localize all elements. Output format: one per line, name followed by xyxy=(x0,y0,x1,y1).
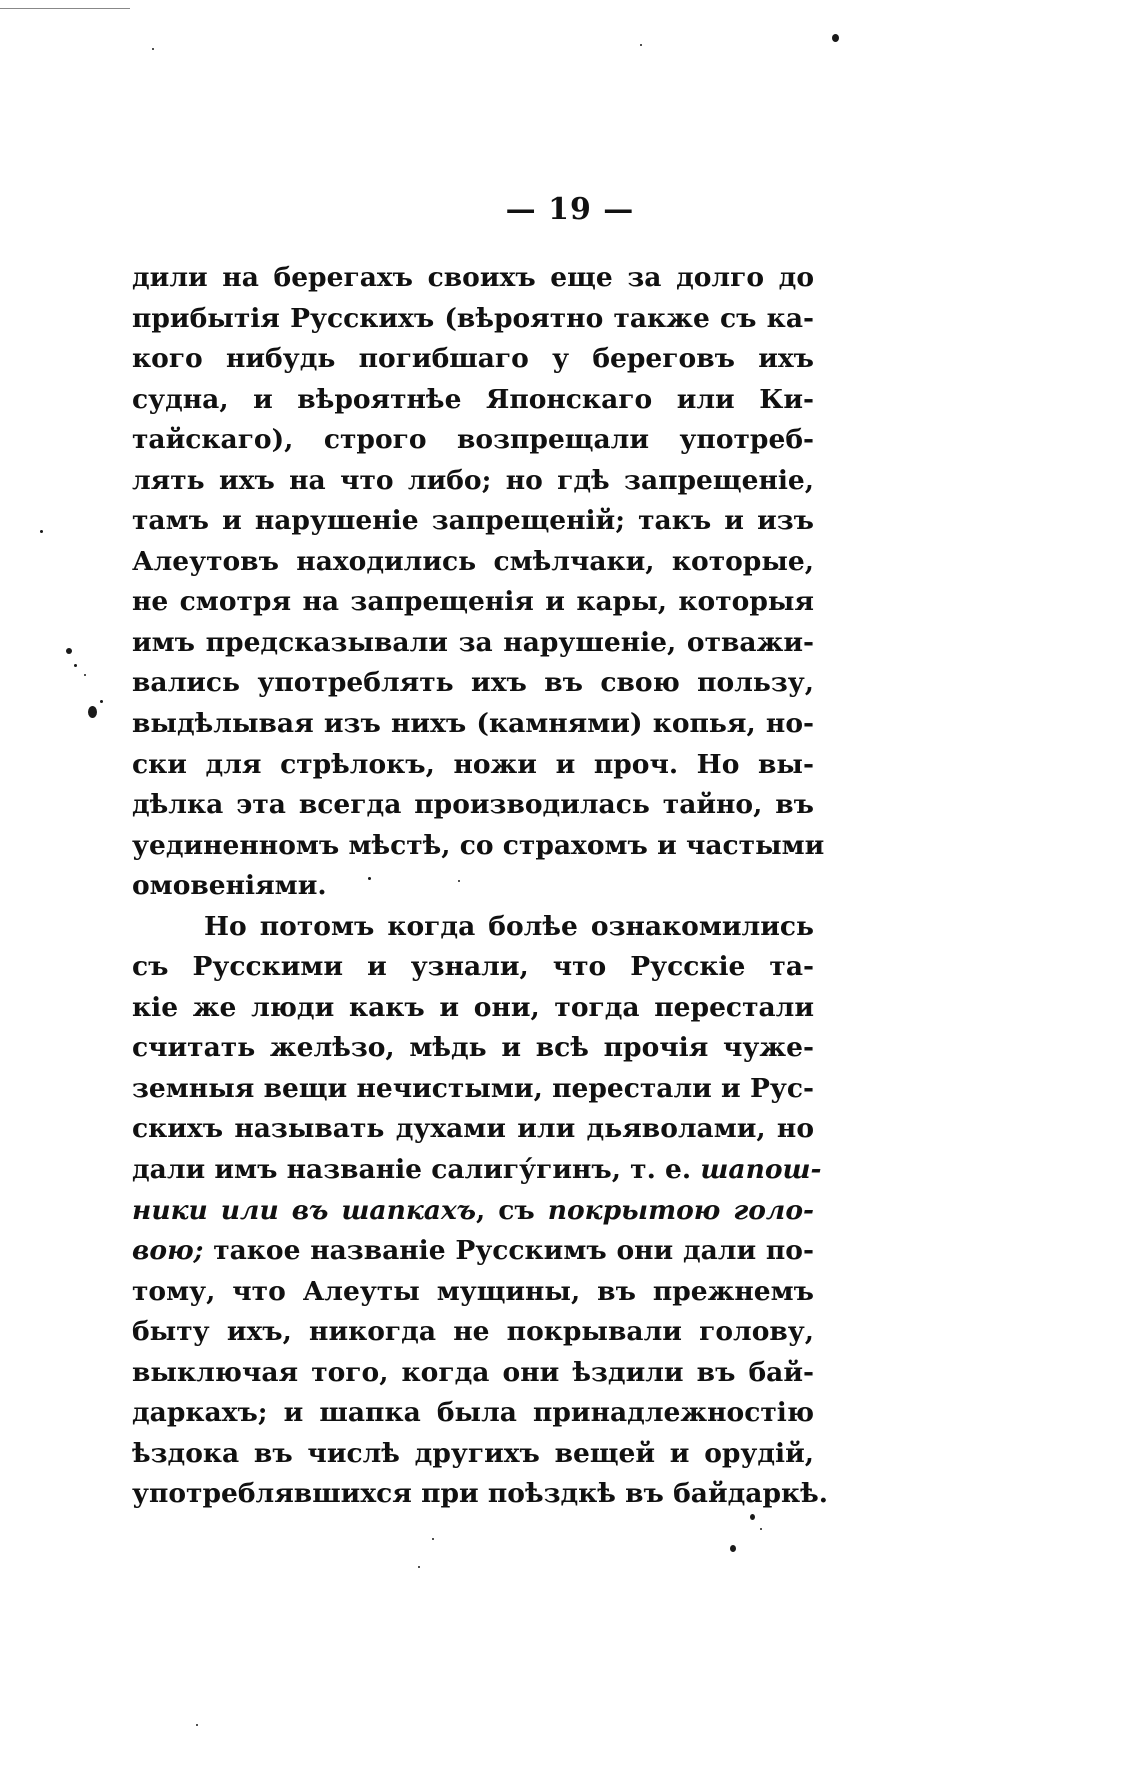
text-line: считать желѣзо, мѣдь и всѣ прочія чуже- xyxy=(132,1032,814,1064)
scan-speck xyxy=(66,648,72,654)
text-line-paragraph-start: Но потомъ когда болѣе ознакомились xyxy=(204,910,814,942)
italic-run: покрытою голо- xyxy=(547,1194,814,1226)
text-line: кіе же люди какъ и они, тогда перестали xyxy=(132,991,814,1023)
scan-speck xyxy=(640,44,642,46)
italic-run: ники или въ шапкахъ xyxy=(132,1194,477,1226)
text-line: вались употреблять ихъ въ свою пользу, xyxy=(132,667,814,699)
text-line: ѣздока въ числѣ другихъ вещей и орудій, xyxy=(132,1437,814,1469)
scan-speck xyxy=(432,1538,434,1540)
scan-speck xyxy=(458,880,460,882)
scan-speck xyxy=(84,674,86,676)
text-line: земныя вещи нечистыми, перестали и Рус- xyxy=(132,1072,814,1104)
text-line-mixed xyxy=(132,1191,814,1232)
text-line: тамъ и нарушеніе запрещеній; такъ и изъ xyxy=(132,505,814,537)
text-line: ски для стрѣлокъ, ножи и проч. Но вы- xyxy=(132,748,814,780)
scan-speck xyxy=(832,34,839,42)
text-line: не смотря на запрещенія и кары, которыя xyxy=(132,586,814,618)
text-line: лять ихъ на что либо; но гдѣ запрещеніе, xyxy=(132,464,814,496)
scan-speck xyxy=(152,48,154,50)
text-line: выключая того, когда они ѣздили въ бай- xyxy=(132,1356,814,1388)
text-line: Алеутовъ находились смѣлчаки, которые, xyxy=(132,545,814,577)
text-line: прибытія Русскихъ (вѣроятно также съ ка- xyxy=(132,302,814,334)
text-line-paragraph-end: омовеніями. xyxy=(132,870,327,902)
scan-speck xyxy=(368,877,371,880)
scan-speck xyxy=(750,1514,755,1520)
scan-speck xyxy=(730,1545,736,1552)
text-line-mixed xyxy=(132,1150,822,1191)
scan-edge-line xyxy=(0,8,130,9)
text-run: такое названіе Русскимъ они дали по- xyxy=(213,1235,814,1267)
text-line: тому, что Алеуты мущины, въ прежнемъ xyxy=(132,1275,814,1307)
text-line: скихъ называть духами или дьяволами, но xyxy=(132,1113,814,1145)
italic-run: вою; xyxy=(132,1235,204,1267)
scan-speck xyxy=(74,664,77,667)
text-line-mixed xyxy=(132,1231,814,1272)
scan-speck xyxy=(40,530,43,533)
text-line: быту ихъ, никогда не покрывали голову, xyxy=(132,1316,814,1348)
italic-run: шапош- xyxy=(700,1154,822,1186)
text-line: имъ предсказывали за нарушеніе, отважи- xyxy=(132,626,814,658)
text-line: уединенномъ мѣстѣ, со страхомъ и частыми xyxy=(132,829,825,861)
text-line: даркахъ; и шапка была принадлежностію xyxy=(132,1397,814,1429)
text-line: кого нибудь погибшаго у береговъ ихъ xyxy=(132,343,814,375)
scan-speck xyxy=(100,700,103,703)
text-line: выдѣлывая изъ нихъ (камнями) копья, но- xyxy=(132,708,814,740)
text-line: тайскаго), строго возпрещали употреб- xyxy=(132,424,814,456)
scan-speck xyxy=(760,1528,762,1530)
scan-speck xyxy=(418,1566,420,1568)
page-number: — 19 — xyxy=(505,192,635,227)
scan-speck xyxy=(196,1724,198,1726)
text-run: , съ xyxy=(476,1194,535,1226)
scan-speck xyxy=(88,706,97,718)
text-line: дѣлка эта всегда производилась тайно, въ xyxy=(132,789,814,821)
body-text xyxy=(132,258,828,1515)
text-line: судна, и вѣроятнѣе Японскаго или Ки- xyxy=(132,383,814,415)
text-line-paragraph-end: употреблявшихся при поѣздкѣ въ байдаркѣ. xyxy=(132,1478,828,1510)
text-run: дали имъ названіе салигу́гинъ, т. е. xyxy=(132,1154,692,1186)
text-line: съ Русскими и узнали, что Русскіе та- xyxy=(132,951,814,983)
text-line: дили на берегахъ своихъ еще за долго до xyxy=(132,262,814,293)
